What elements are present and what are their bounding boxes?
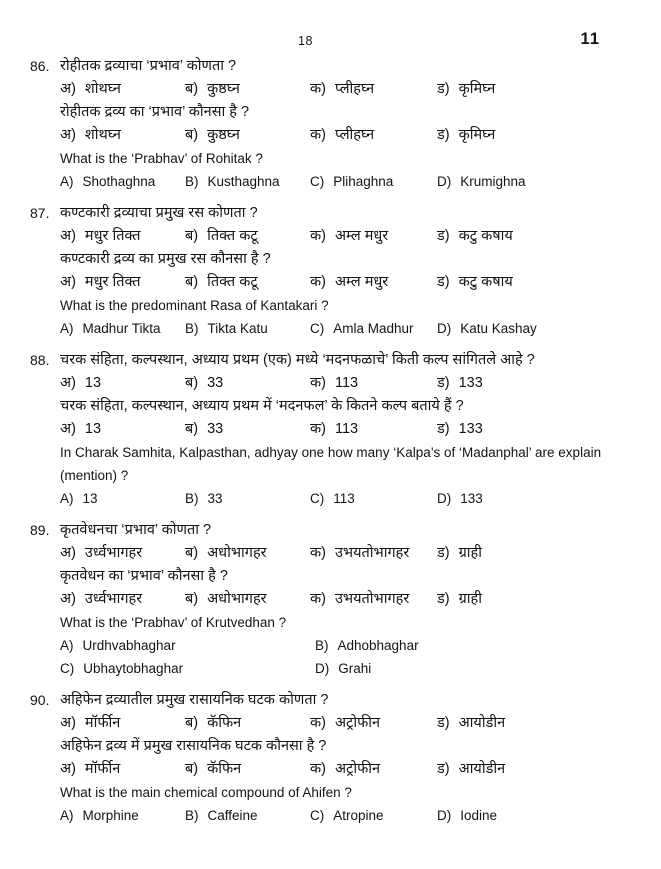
option — [60, 657, 315, 680]
option — [310, 372, 437, 395]
options-row — [60, 78, 645, 101]
option-label: क) — [310, 761, 326, 777]
option-text: मधुर तिक्त — [84, 228, 141, 244]
question-body — [60, 202, 645, 340]
option-label: C) — [310, 321, 325, 336]
options-row — [60, 758, 645, 781]
option-text: 33 — [207, 421, 224, 437]
options-row — [60, 372, 645, 395]
option-label: अ) — [60, 81, 76, 97]
option-text: 133 — [460, 491, 483, 506]
option — [437, 317, 645, 340]
option — [185, 225, 310, 248]
option-label: D) — [315, 661, 330, 676]
question-line: In Charak Samhita, Kalpasthan, adhyay one how many ‘Kalpa’s of ‘Madanphal’ are explain — [60, 445, 602, 460]
question-line: (mention) ? — [60, 468, 129, 483]
option-label: C) — [310, 174, 325, 189]
question-number: 86. — [30, 58, 50, 74]
option-text: 33 — [207, 491, 223, 506]
option — [60, 225, 185, 248]
option-text: Morphine — [82, 808, 139, 823]
page-header — [0, 0, 661, 56]
option — [310, 487, 437, 510]
option-label: क) — [310, 421, 326, 437]
options-row — [60, 124, 645, 147]
option-text: Amla Madhur — [333, 321, 414, 336]
option — [437, 712, 645, 735]
option — [185, 271, 310, 294]
page-number-corner: 11 — [580, 30, 600, 48]
option-text: Katu Kashay — [460, 321, 537, 336]
question-line: रोहीतक द्रव्य का ‘प्रभाव’ कौनसा है ? — [60, 104, 250, 120]
option — [437, 78, 645, 101]
option — [185, 588, 310, 611]
option-label: C) — [310, 491, 325, 506]
option-label: ब) — [185, 421, 199, 437]
option-label: ब) — [185, 375, 199, 391]
option-label: ब) — [185, 81, 199, 97]
question-number: 88. — [30, 352, 50, 368]
option — [315, 634, 645, 657]
question-line: कृतवेधनचा ‘प्रभाव’ कोणता ? — [60, 522, 212, 538]
question-line: कण्टकारी द्रव्याचा प्रमुख रस कोणता ? — [60, 205, 258, 221]
option-label: अ) — [60, 591, 76, 607]
option-label: क) — [310, 545, 326, 561]
option — [315, 657, 645, 680]
option — [60, 542, 185, 565]
option — [185, 418, 310, 441]
options-row — [60, 418, 645, 441]
option-text: प्लीहघ्न — [334, 127, 375, 143]
option — [310, 170, 437, 193]
question-line: अहिफेन द्रव्य में प्रमुख रासायनिक घटक कौनसा है ? — [60, 738, 327, 754]
option — [310, 804, 437, 827]
option — [185, 758, 310, 781]
options-row — [60, 804, 645, 827]
option-text: 113 — [334, 421, 359, 437]
option — [310, 588, 437, 611]
option-label: क) — [310, 715, 326, 731]
option — [185, 542, 310, 565]
option — [185, 78, 310, 101]
question-line: रोहीतक द्रव्याचा ‘प्रभाव’ कोणता ? — [60, 58, 237, 74]
option-label: ड) — [437, 375, 450, 391]
question-line: चरक संहिता, कल्पस्थान, अध्याय प्रथम (एक) मध्ये ‘मदनफळाचे’ किती कल्प सांगितले आहे ? — [60, 352, 535, 368]
option — [437, 225, 645, 248]
option — [185, 804, 310, 827]
option — [310, 78, 437, 101]
option — [185, 317, 310, 340]
question-line: What is the ‘Prabhav’ of Rohitak ? — [60, 151, 263, 166]
options-row — [60, 542, 645, 565]
option-text: मॉर्फीन — [84, 715, 121, 731]
option-text: कॅफिन — [207, 761, 242, 777]
option-text: अम्ल मधुर — [334, 228, 389, 244]
option-text: Ubhaytobhaghar — [83, 661, 184, 676]
option-text: Grahi — [338, 661, 372, 676]
option-text: Krumighna — [460, 174, 526, 189]
option-text: शोथघ्न — [84, 81, 121, 97]
option-text: आयोडीन — [458, 715, 506, 731]
option-label: ब) — [185, 127, 199, 143]
option — [185, 487, 310, 510]
option-label: A) — [60, 321, 74, 336]
option-text: Caffeine — [207, 808, 258, 823]
option-text: मधुर तिक्त — [84, 274, 141, 290]
option-label: ब) — [185, 274, 199, 290]
option-label: क) — [310, 228, 326, 244]
option — [60, 317, 185, 340]
options-row — [60, 170, 645, 193]
option-text: 13 — [84, 375, 102, 391]
option-label: क) — [310, 375, 326, 391]
question-body — [60, 55, 645, 193]
option-label: B) — [185, 491, 199, 506]
option-label: ड) — [437, 761, 450, 777]
option-label: B) — [185, 321, 199, 336]
option-text: कटु कषाय — [458, 228, 513, 244]
option-label: A) — [60, 491, 74, 506]
option — [310, 124, 437, 147]
option — [437, 418, 645, 441]
options-row — [60, 634, 645, 657]
option-label: अ) — [60, 274, 76, 290]
option-label: ब) — [185, 228, 199, 244]
option — [310, 225, 437, 248]
option-text: Urdhvabhaghar — [82, 638, 176, 653]
option-label: ड) — [437, 228, 450, 244]
questions-container — [30, 55, 645, 836]
option-text: आयोडीन — [458, 761, 506, 777]
option — [60, 372, 185, 395]
option — [60, 170, 185, 193]
option-label: A) — [60, 638, 74, 653]
option-text: कॅफिन — [207, 715, 242, 731]
option — [310, 758, 437, 781]
option-label: ड) — [437, 591, 450, 607]
option — [185, 712, 310, 735]
question-line: What is the main chemical compound of Ahifen ? — [60, 785, 352, 800]
question — [30, 202, 645, 340]
option-label: ब) — [185, 761, 199, 777]
option-text: अम्ल मधुर — [334, 274, 389, 290]
question-line: कण्टकारी द्रव्य का प्रमुख रस कौनसा है ? — [60, 251, 271, 267]
option-text: अधोभागहर — [207, 591, 267, 607]
option-text: अधोभागहर — [207, 545, 267, 561]
question-line: What is the predominant Rasa of Kantakari ? — [60, 298, 329, 313]
question-line: What is the ‘Prabhav’ of Krutvedhan ? — [60, 615, 287, 630]
option-text: प्लीहघ्न — [334, 81, 375, 97]
option-label: B) — [185, 808, 199, 823]
question-number: 87. — [30, 205, 50, 221]
option-text: 13 — [84, 421, 102, 437]
option-text: उभयतोभागहर — [334, 591, 410, 607]
option — [437, 271, 645, 294]
option-text: Shothaghna — [82, 174, 156, 189]
option — [60, 78, 185, 101]
option — [310, 271, 437, 294]
option — [310, 542, 437, 565]
question-body — [60, 349, 645, 510]
option-text: कटु कषाय — [458, 274, 513, 290]
option-label: अ) — [60, 545, 76, 561]
option-label: ब) — [185, 715, 199, 731]
option-label: ड) — [437, 81, 450, 97]
options-row — [60, 271, 645, 294]
question — [30, 349, 645, 510]
option-label: ड) — [437, 715, 450, 731]
option-label: अ) — [60, 375, 76, 391]
question-line: अहिफेन द्रव्यातील प्रमुख रासायनिक घटक कोणता ? — [60, 692, 329, 708]
option-text: कुष्ठघ्न — [207, 81, 240, 97]
option — [185, 170, 310, 193]
option — [310, 418, 437, 441]
question-body — [60, 519, 645, 680]
option-label: ड) — [437, 127, 450, 143]
option-text: शोथघ्न — [84, 127, 121, 143]
options-row — [60, 487, 645, 510]
option-text: Kusthaghna — [207, 174, 280, 189]
option-label: C) — [310, 808, 325, 823]
option-text: Madhur Tikta — [82, 321, 161, 336]
option-text: उर्ध्वभागहर — [84, 545, 143, 561]
option-label: अ) — [60, 228, 76, 244]
option-text: Adhobhaghar — [337, 638, 419, 653]
option — [437, 758, 645, 781]
page-number-center: 18 — [298, 34, 313, 48]
option-text: 33 — [207, 375, 224, 391]
option — [60, 487, 185, 510]
option-label: क) — [310, 274, 326, 290]
question — [30, 55, 645, 193]
option — [60, 634, 315, 657]
option — [60, 758, 185, 781]
question-number: 90. — [30, 692, 50, 708]
option-text: 113 — [333, 491, 355, 506]
option-label: A) — [60, 808, 74, 823]
option — [437, 542, 645, 565]
option-text: कृमिघ्न — [458, 81, 496, 97]
option — [60, 588, 185, 611]
option-label: क) — [310, 591, 326, 607]
option-text: Tikta Katu — [207, 321, 268, 336]
option-text: ग्राही — [458, 591, 482, 607]
option — [185, 372, 310, 395]
option-text: उभयतोभागहर — [334, 545, 410, 561]
option-text: उर्ध्वभागहर — [84, 591, 143, 607]
option-text: Atropine — [333, 808, 384, 823]
option — [437, 804, 645, 827]
option-label: ब) — [185, 591, 199, 607]
option — [60, 418, 185, 441]
option-label: D) — [437, 321, 452, 336]
option-text: Plihaghna — [333, 174, 394, 189]
option-label: ड) — [437, 545, 450, 561]
question-number: 89. — [30, 522, 50, 538]
option-text: कुष्ठघ्न — [207, 127, 240, 143]
option-label: C) — [60, 661, 75, 676]
option-text: 133 — [458, 375, 483, 391]
option-text: अट्रोफीन — [334, 715, 381, 731]
option — [310, 712, 437, 735]
option — [60, 124, 185, 147]
option-text: 13 — [82, 491, 98, 506]
option-label: B) — [315, 638, 329, 653]
option-label: क) — [310, 81, 326, 97]
option — [310, 317, 437, 340]
option-label: ड) — [437, 274, 450, 290]
option-label: D) — [437, 491, 452, 506]
option — [437, 124, 645, 147]
option-text: ग्राही — [458, 545, 482, 561]
option-label: A) — [60, 174, 74, 189]
options-row — [60, 317, 645, 340]
option-label: अ) — [60, 421, 76, 437]
option-text: Iodine — [460, 808, 498, 823]
option-text: 113 — [334, 375, 359, 391]
option-label: ब) — [185, 545, 199, 561]
question — [30, 519, 645, 680]
option — [437, 588, 645, 611]
option — [60, 712, 185, 735]
options-row — [60, 657, 645, 680]
option — [437, 170, 645, 193]
option-label: D) — [437, 174, 452, 189]
option-label: अ) — [60, 715, 76, 731]
option-label: अ) — [60, 127, 76, 143]
option-label: B) — [185, 174, 199, 189]
question — [30, 689, 645, 827]
option-text: 133 — [458, 421, 483, 437]
option-label: अ) — [60, 761, 76, 777]
option — [437, 487, 645, 510]
option-label: क) — [310, 127, 326, 143]
option — [437, 372, 645, 395]
option-text: मॉर्फीन — [84, 761, 121, 777]
question-line: चरक संहिता, कल्पस्थान, अध्याय प्रथम में ‘मदनफल’ के कितने कल्प बताये हैं ? — [60, 398, 464, 414]
option — [60, 804, 185, 827]
option — [60, 271, 185, 294]
options-row — [60, 225, 645, 248]
options-row — [60, 712, 645, 735]
options-row — [60, 588, 645, 611]
option — [185, 124, 310, 147]
option-text: तिक्त कटू — [207, 228, 258, 244]
question-line: कृतवेधन का ‘प्रभाव’ कौनसा है ? — [60, 568, 228, 584]
question-body — [60, 689, 645, 827]
option-text: अट्रोफीन — [334, 761, 381, 777]
option-label: ड) — [437, 421, 450, 437]
option-text: कृमिघ्न — [458, 127, 496, 143]
option-text: तिक्त कटू — [207, 274, 258, 290]
option-label: D) — [437, 808, 452, 823]
